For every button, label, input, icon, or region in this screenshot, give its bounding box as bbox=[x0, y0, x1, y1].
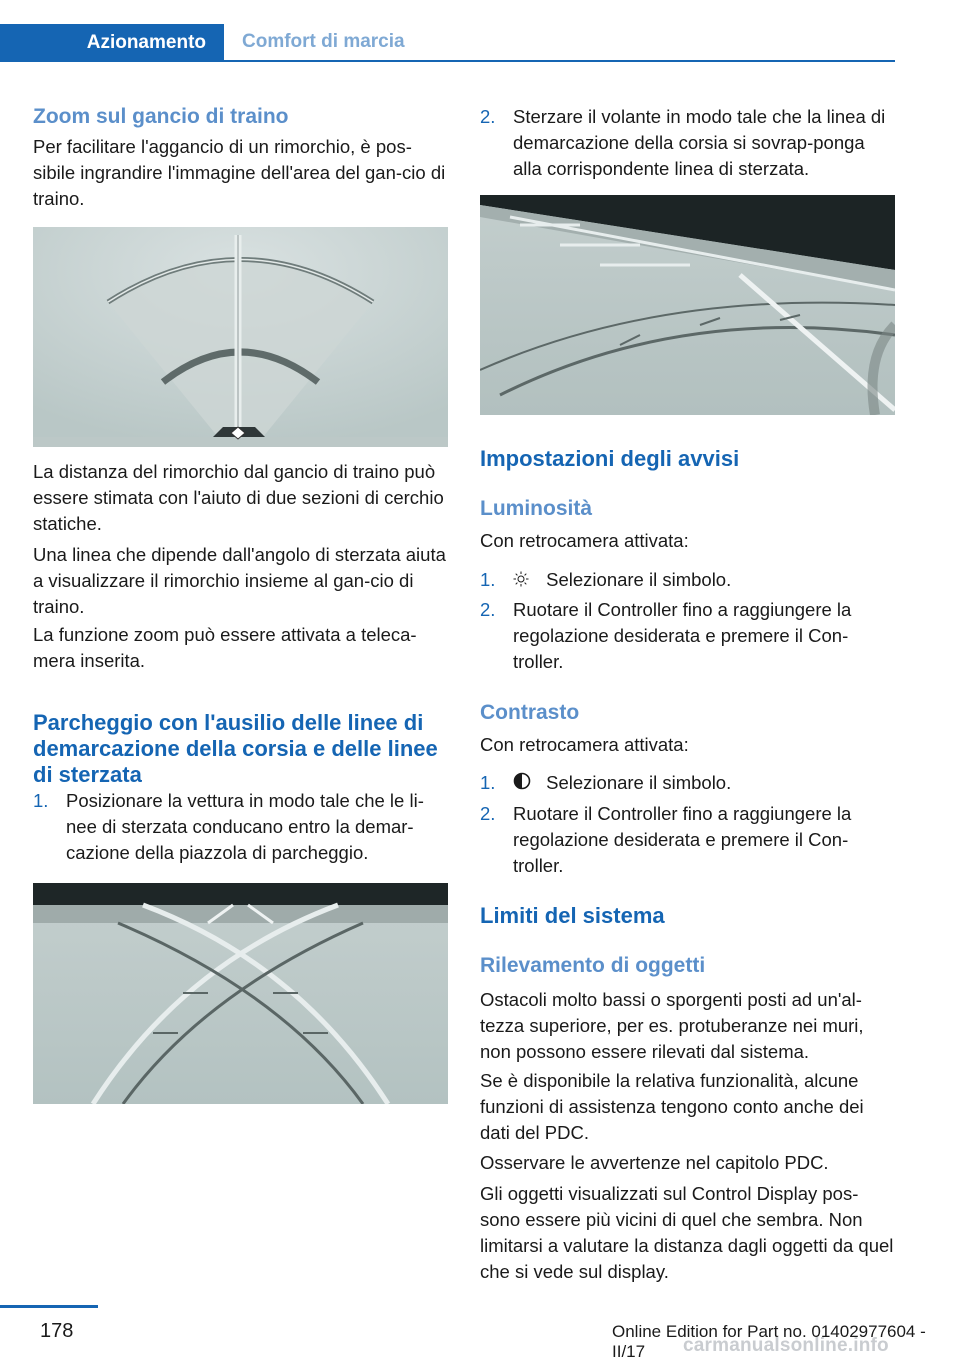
edition-note: Online Edition for Part no. 01402977604 - II/17 bbox=[612, 1322, 926, 1361]
footer-rule bbox=[0, 1305, 98, 1308]
list-number: 2. bbox=[480, 803, 496, 824]
paragraph-zoom-line: Una linea che dipende dall'angolo di sterzata aiuta a visualizzare il rimorchio insieme al gan-cio di traino. bbox=[33, 544, 446, 617]
list-text: Ruotare il Controller fino a raggiungere la regolazione desiderata e premere il Con-troller. bbox=[513, 803, 852, 876]
sun-icon bbox=[513, 568, 533, 594]
tab-comfort-di-marcia[interactable]: Comfort di marcia bbox=[242, 31, 405, 52]
watermark: carmanualsonline.info bbox=[683, 1335, 889, 1356]
list-text: Sterzare il volante in modo tale che la linea di demarcazione della corsia si sovrap-ponga alla corrispondente linea di sterzata. bbox=[513, 106, 886, 179]
paragraph-detect-2: Se è disponibile la relativa funzionalità, alcune funzioni di assistenza tengono conto anche dei dati del PDC. bbox=[480, 1070, 864, 1143]
brightness-intro: Con retrocamera attivata: bbox=[480, 530, 689, 551]
page-number: 178 bbox=[40, 1320, 74, 1342]
page-header bbox=[0, 24, 960, 62]
tab-azionamento[interactable]: Azionamento bbox=[0, 24, 224, 62]
list-number: 2. bbox=[480, 599, 496, 620]
contrast-intro: Con retrocamera attivata: bbox=[480, 734, 689, 755]
list-item-brightness-step1 bbox=[480, 567, 896, 594]
heading-rilevamento-oggetti: Rilevamento di oggetti bbox=[480, 954, 706, 977]
heading-contrasto: Contrasto bbox=[480, 701, 580, 724]
list-item-brightness-step2 bbox=[480, 597, 896, 675]
list-item-contrast-step2 bbox=[480, 801, 896, 879]
list-number: 1. bbox=[480, 569, 496, 590]
list-text: Selezionare il simbolo. bbox=[546, 772, 732, 793]
list-number: 2. bbox=[480, 106, 496, 127]
parking-lines-image bbox=[33, 883, 448, 1104]
list-text: Ruotare il Controller fino a raggiungere la regolazione desiderata e premere il Con-troller. bbox=[513, 599, 852, 672]
list-item-park-step1 bbox=[33, 788, 449, 866]
steering-overlap-image bbox=[480, 195, 895, 415]
paragraph-zoom-activation: La funzione zoom può essere attivata a teleca-mera inserita. bbox=[33, 624, 417, 671]
heading-zoom-gancio: Zoom sul gancio di traino bbox=[33, 105, 289, 128]
heading-limiti-sistema: Limiti del sistema bbox=[480, 903, 665, 928]
paragraph-detect-3: Osservare le avvertenze nel capitolo PDC. bbox=[480, 1152, 829, 1173]
list-text: Selezionare il simbolo. bbox=[546, 569, 732, 590]
list-number: 1. bbox=[33, 790, 49, 811]
paragraph-detect-1: Ostacoli molto bassi o sporgenti posti ad un'al-tezza superiore, per es. protuberanze nei muri, non possono essere rilevati dal sistema. bbox=[480, 989, 864, 1062]
hitch-zoom-image bbox=[33, 227, 448, 447]
paragraph-zoom-distance: La distanza del rimorchio dal gancio di traino può essere stimata con l'aiuto di due sezioni di cerchio statiche. bbox=[33, 461, 444, 534]
contrast-icon bbox=[513, 771, 533, 797]
list-text: Posizionare la vettura in modo tale che le li-nee di sterzata conducano entro la demar-cazione della piazzola di parcheggio. bbox=[66, 790, 424, 863]
paragraph-detect-4: Gli oggetti visualizzati sul Control Display pos-sono essere più vicini di quel che sembra. Non limitarsi a valutare la distanza dagli oggetti da quel che si vede sul display. bbox=[480, 1183, 894, 1282]
list-number: 1. bbox=[480, 772, 496, 793]
heading-luminosita: Luminosità bbox=[480, 497, 593, 520]
heading-impostazioni-avvisi: Impostazioni degli avvisi bbox=[480, 446, 740, 471]
list-item-park-step2 bbox=[480, 104, 896, 182]
list-item-contrast-step1 bbox=[480, 770, 896, 797]
heading-parcheggio: Parcheggio con l'ausilio delle linee di demarcazione della corsia e delle linee di sterzata bbox=[33, 710, 438, 787]
paragraph-zoom-intro: Per facilitare l'aggancio di un rimorchio, è pos-sibile ingrandire l'immagine dell'area del gan-cio di traino. bbox=[33, 136, 446, 209]
